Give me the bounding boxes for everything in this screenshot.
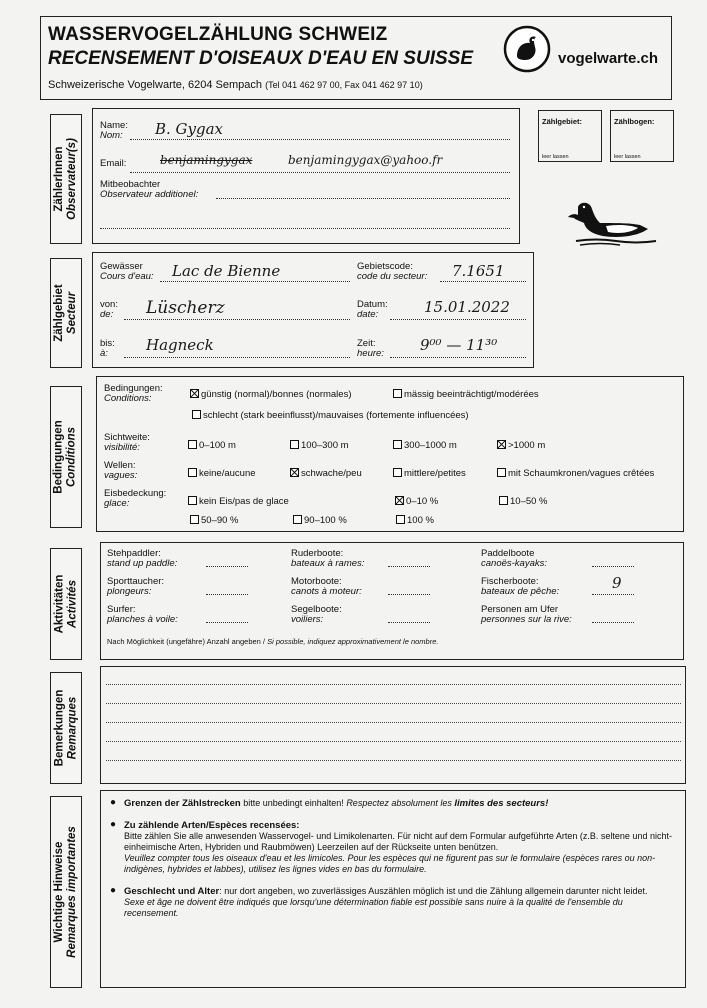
checkbox[interactable] <box>393 389 402 398</box>
fish-value[interactable]: 9 <box>612 574 622 592</box>
name-line <box>130 139 510 140</box>
to-line <box>124 357 350 358</box>
wave-option-2[interactable]: schwache/peu <box>290 468 362 479</box>
time-label: Zeit: heure: <box>357 338 384 359</box>
remarks-line-1 <box>106 684 681 685</box>
checkbox-checked[interactable] <box>190 389 199 398</box>
vis-option-2[interactable]: 100–300 m <box>290 440 349 451</box>
zahlgebiet-label: Zählgebiet: <box>542 117 583 126</box>
duck-logo-icon <box>503 25 551 73</box>
date-value[interactable]: 15.01.2022 <box>424 298 510 316</box>
div-label: Sporttaucher: plongeurs: <box>107 576 165 597</box>
ice-option-1[interactable]: kein Eis/pas de glace <box>188 496 289 507</box>
email-value[interactable]: benjamingygax@yahoo.fr <box>288 153 443 167</box>
org-name: Schweizerische Vogelwarte, 6204 Sempach <box>48 79 263 91</box>
checkbox[interactable] <box>499 496 508 505</box>
wave-label: Wellen: vagues: <box>104 460 138 481</box>
hint-bullet-2: ● <box>110 819 117 830</box>
surf-label: Surfer: planches à voile: <box>107 604 178 625</box>
org-line <box>48 79 423 91</box>
to-label: bis: à: <box>100 338 115 359</box>
vis-option-1[interactable]: 0–100 m <box>188 440 236 451</box>
from-line <box>124 319 350 320</box>
wave-option-4[interactable]: mit Schaumkronen/vagues crêtées <box>497 468 654 479</box>
checkbox[interactable] <box>190 515 199 524</box>
surf-line <box>206 622 248 623</box>
checkbox[interactable] <box>188 496 197 505</box>
other-observer-label: Mitbeobachter Observateur additionel: <box>100 179 199 200</box>
checkbox[interactable] <box>396 515 405 524</box>
code-value[interactable]: 7.1651 <box>452 262 505 280</box>
email-label: Email: <box>100 158 127 169</box>
hint-1: Grenzen der Zählstrecken bitte unbedingt einhalten! Respectez absolument les limites des secteurs! <box>124 798 549 809</box>
remarks-line-2 <box>106 703 681 704</box>
pers-label: Personen am Ufer personnes sur la rive: <box>481 604 572 625</box>
sector-side-label: Zählgebiet Secteur <box>50 258 82 368</box>
hint-bullet-1: ● <box>110 797 117 808</box>
checkbox-checked[interactable] <box>395 496 404 505</box>
cond-option-bad[interactable]: schlecht (stark beeinflusst)/mauvaises (fortemente influencées) <box>192 410 469 421</box>
zahlbogen-leer: leer lassen <box>614 154 641 160</box>
hint-2: Zu zählende Arten/Espèces recensées: Bitte zählen Sie alle anwesenden Wasservogel- und Limikolenarten. Für nicht auf dem Formular aufgeführte Arten (z.B. seltene und nicht-einheimische Arten, Hybriden und Raubmöwen) Leerzeilen auf der Rückseite unten benützen. Veuillez compter tous les oiseaux d'eau et les limicoles. Pour les espèces qui ne figurent pas sur le formulaire (espèces rares ou non-indigènes, hybrides et labbes), utilisez les lignes vides en bas du formulaire. <box>124 820 672 874</box>
zahlbogen-label: Zählbogen: <box>614 117 655 126</box>
sup-label: Stehpaddler: stand up paddle: <box>107 548 178 569</box>
row-line <box>388 566 430 567</box>
sail-label: Segelboote: voiliers: <box>291 604 342 625</box>
remarks-side-label: Bemerkungen Remarques <box>50 672 82 784</box>
vis-option-4[interactable]: >1000 m <box>497 440 545 451</box>
remarks-line-5 <box>106 760 681 761</box>
checkbox-checked[interactable] <box>290 468 299 477</box>
ice-label: Eisbedeckung: glace: <box>104 488 167 509</box>
fish-label: Fischerboote: bateaux de pêche: <box>481 576 560 597</box>
mot-label: Motorboote: canots à moteur: <box>291 576 362 597</box>
wave-option-3[interactable]: mittlere/petites <box>393 468 466 479</box>
cond-option-good[interactable]: günstig (normal)/bonnes (normales) <box>190 389 351 400</box>
wave-option-1[interactable]: keine/aucune <box>188 468 256 479</box>
other-observer-line-1 <box>216 198 510 199</box>
from-label: von: de: <box>100 299 118 320</box>
remarks-line-4 <box>106 741 681 742</box>
activities-note: Nach Möglichkeit (ungefähre) Anzahl angeben / Si possible, indiquez approximativement le nombre. <box>107 637 439 646</box>
checkbox[interactable] <box>393 440 402 449</box>
time-line <box>390 357 526 358</box>
checkbox[interactable] <box>497 468 506 477</box>
code-label: Gebietscode: code du secteur: <box>357 261 428 282</box>
title-fr: RECENSEMENT D'OISEAUX D'EAU EN SUISSE <box>48 48 473 69</box>
conditions-side-label: Bedingungen Conditions <box>50 386 82 528</box>
email-line <box>130 172 510 173</box>
checkbox-checked[interactable] <box>497 440 506 449</box>
hints-side-label: Wichtige Hinweise Remarques importantes <box>50 796 82 988</box>
code-line <box>440 281 526 282</box>
checkbox[interactable] <box>188 440 197 449</box>
sup-line <box>206 566 248 567</box>
checkbox[interactable] <box>393 468 402 477</box>
ice-option-3[interactable]: 10–50 % <box>499 496 548 507</box>
activities-side-label: Aktivitäten Activités <box>50 548 82 660</box>
name-value[interactable]: B. Gygax <box>155 120 224 138</box>
checkbox[interactable] <box>293 515 302 524</box>
ice-option-6[interactable]: 100 % <box>396 515 434 526</box>
checkbox[interactable] <box>188 468 197 477</box>
remarks-line-3 <box>106 722 681 723</box>
water-line <box>160 281 350 282</box>
water-label: Gewässer Cours d'eau: <box>100 261 154 282</box>
cond-label: Bedingungen: Conditions: <box>104 383 163 404</box>
date-label: Datum: date: <box>357 299 388 320</box>
observer-side-label: ZählerInnen Observateur(s) <box>50 114 82 244</box>
hint-bullet-3: ● <box>110 885 117 896</box>
date-line <box>390 319 526 320</box>
ice-option-4[interactable]: 50–90 % <box>190 515 239 526</box>
email-struck-value: benjamingygax <box>160 153 253 167</box>
hint-3: Geschlecht und Alter: nur dort angeben, wo zuverlässiges Auszählen möglich ist und die Zählung allgemein darunter nicht leidet. Sexe et âge ne doivent être indiqués que lorsqu'une détermination fiable est possible sans nuire à la qualité de l'ensemble du recensement. <box>124 886 648 918</box>
fish-line <box>592 594 634 595</box>
checkbox[interactable] <box>192 410 201 419</box>
pers-line <box>592 622 634 623</box>
to-value[interactable]: Hagneck <box>146 336 214 354</box>
zahlgebiet-leer: leer lassen <box>542 154 569 160</box>
vis-label: Sichtweite: visibilité: <box>104 432 150 453</box>
water-value[interactable]: Lac de Bienne <box>172 262 281 280</box>
logo-text: vogelwarte.ch <box>558 50 659 67</box>
other-observer-line-2 <box>100 228 510 229</box>
checkbox[interactable] <box>290 440 299 449</box>
vis-option-3[interactable]: 300–1000 m <box>393 440 457 451</box>
pad-line <box>592 566 634 567</box>
cond-option-moderate[interactable]: mässig beeinträchtigt/modérées <box>393 389 539 400</box>
tufted-duck-icon <box>566 193 658 247</box>
org-contact: (Tel 041 462 97 00, Fax 041 462 97 10) <box>265 80 423 90</box>
conditions-box <box>96 376 684 532</box>
ice-option-2[interactable]: 0–10 % <box>395 496 438 507</box>
ice-option-5[interactable]: 90–100 % <box>293 515 347 526</box>
time-value[interactable]: 9⁰⁰ — 11³⁰ <box>420 336 498 354</box>
div-line <box>206 594 248 595</box>
sail-line <box>388 622 430 623</box>
name-label: Name: Nom: <box>100 120 128 141</box>
pad-label: Paddelboote canoës-kayaks: <box>481 548 548 569</box>
row-label: Ruderboote: bateaux à rames: <box>291 548 365 569</box>
from-value[interactable]: Lüscherz <box>146 298 225 318</box>
mot-line <box>388 594 430 595</box>
title-de: WASSERVOGELZÄHLUNG SCHWEIZ <box>48 24 388 45</box>
